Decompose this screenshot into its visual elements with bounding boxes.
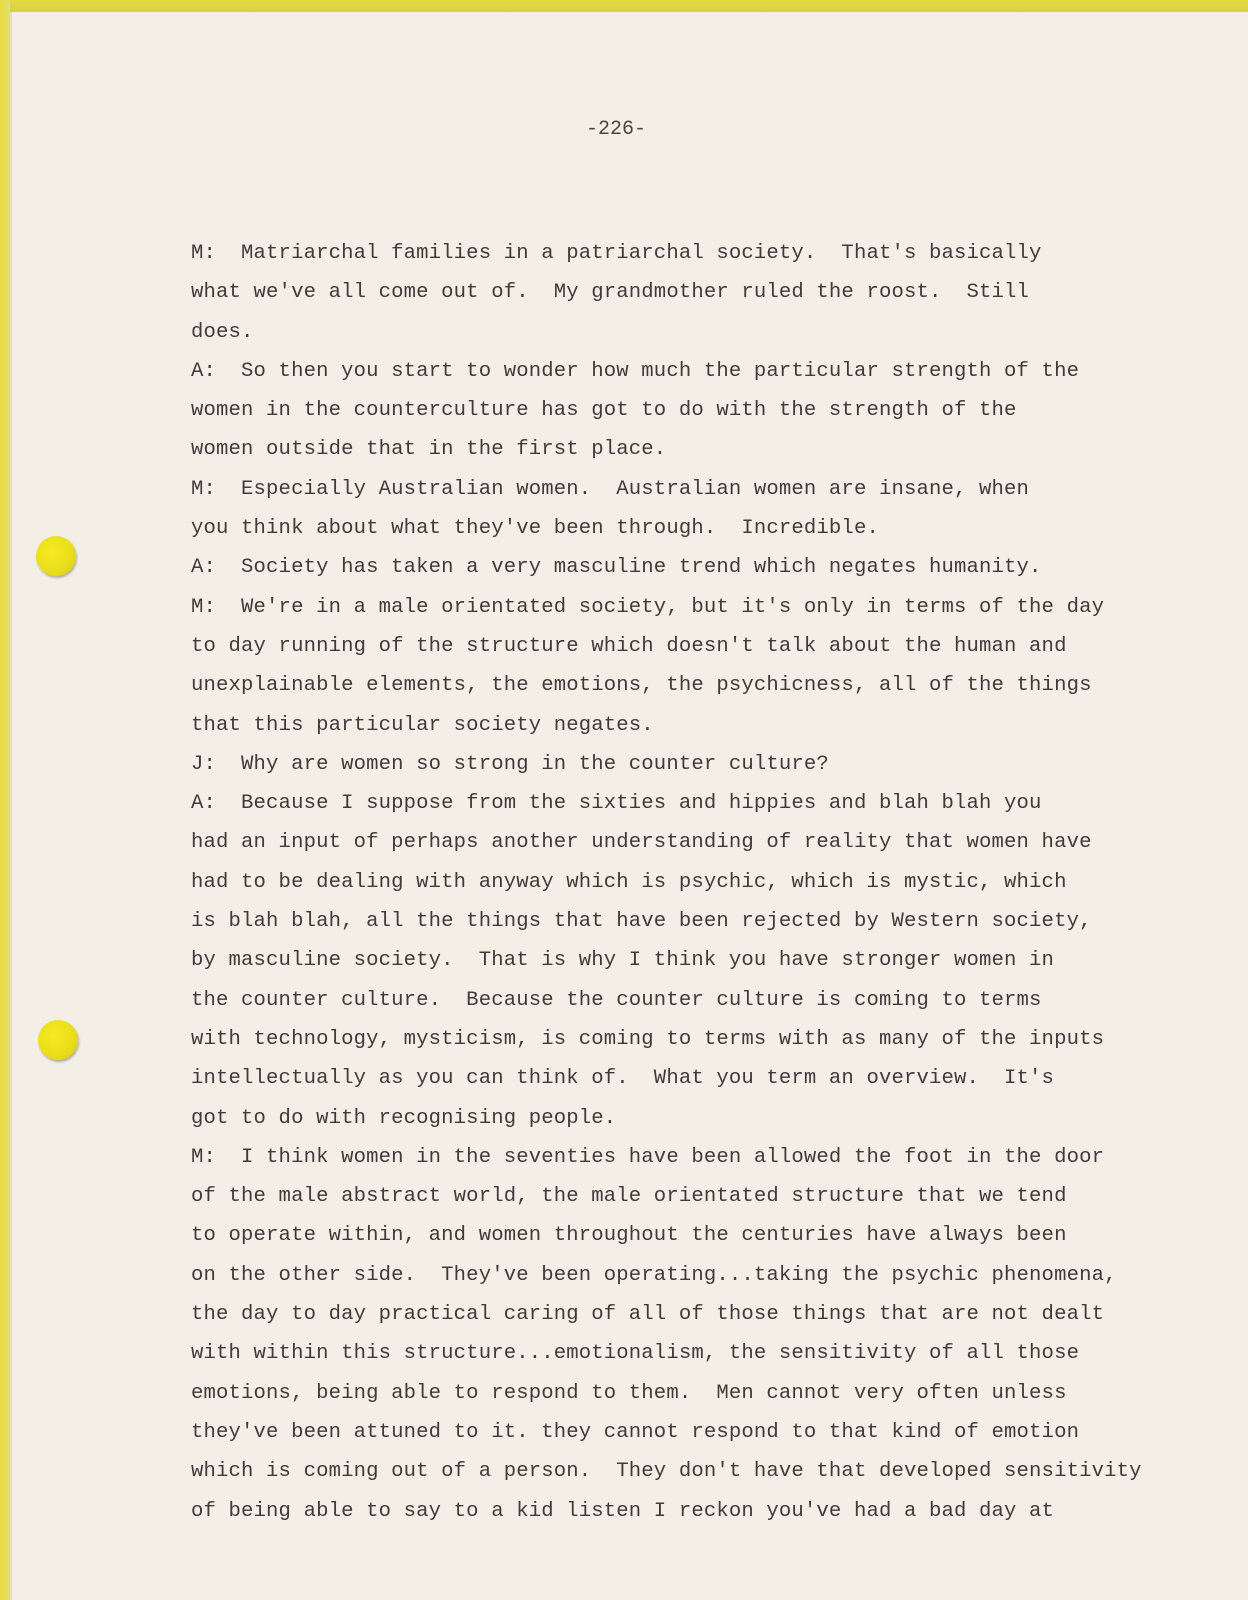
text-line: what we've all come out of. My grandmother ruled the roost. Still bbox=[191, 281, 1030, 305]
binder-edge-top bbox=[0, 0, 1248, 12]
text-line: to day running of the structure which doesn't talk about the human and bbox=[191, 634, 1067, 658]
binder-hole-bottom bbox=[38, 1020, 78, 1060]
text-line: got to do with recognising people. bbox=[191, 1106, 617, 1130]
text-line: does. bbox=[191, 320, 254, 344]
text-line: on the other side. They've been operating...taking the psychic phenomena, bbox=[191, 1263, 1117, 1287]
binder-hole-top bbox=[36, 536, 76, 576]
transcript-body bbox=[191, 234, 1201, 1531]
text-line: the counter culture. Because the counter culture is coming to terms bbox=[191, 988, 1042, 1012]
text-line: which is coming out of a person. They don't have that developed sensitivity bbox=[191, 1460, 1142, 1484]
text-line: the day to day practical caring of all of those things that are not dealt bbox=[191, 1303, 1105, 1327]
text-line: unexplainable elements, the emotions, the psychicness, all of the things bbox=[191, 674, 1092, 698]
text-line: of being able to say to a kid listen I reckon you've had a bad day at bbox=[191, 1499, 1055, 1523]
typed-page bbox=[10, 12, 1248, 1600]
text-line: is blah blah, all the things that have been rejected by Western society, bbox=[191, 910, 1092, 934]
text-line: you think about what they've been through. Incredible. bbox=[191, 517, 879, 541]
text-line: M: We're in a male orientated society, but it's only in terms of the day bbox=[191, 595, 1105, 619]
text-line: M: I think women in the seventies have been allowed the foot in the door bbox=[191, 1145, 1105, 1169]
text-line: of the male abstract world, the male orientated structure that we tend bbox=[191, 1185, 1067, 1209]
text-line: with technology, mysticism, is coming to terms with as many of the inputs bbox=[191, 1027, 1105, 1051]
text-line: to operate within, and women throughout the centuries have always been bbox=[191, 1224, 1067, 1248]
binder-edge-left bbox=[0, 0, 10, 1600]
text-line: J: Why are women so strong in the counter culture? bbox=[191, 752, 829, 776]
text-line: emotions, being able to respond to them. Men cannot very often unless bbox=[191, 1381, 1067, 1405]
text-line: by masculine society. That is why I think you have stronger women in bbox=[191, 949, 1055, 973]
text-line: intellectually as you can think of. What you term an overview. It's bbox=[191, 1067, 1055, 1091]
text-line: A: Because I suppose from the sixties and hippies and blah blah you bbox=[191, 792, 1042, 816]
text-line: women in the counterculture has got to do with the strength of the bbox=[191, 399, 1017, 423]
text-line: A: Society has taken a very masculine trend which negates humanity. bbox=[191, 556, 1042, 580]
text-line: with within this structure...emotionalism, the sensitivity of all those bbox=[191, 1342, 1080, 1366]
text-line: M: Especially Australian women. Australian women are insane, when bbox=[191, 477, 1030, 501]
text-line: women outside that in the first place. bbox=[191, 438, 667, 462]
text-line: that this particular society negates. bbox=[191, 713, 654, 737]
text-line: they've been attuned to it. they cannot respond to that kind of emotion bbox=[191, 1420, 1080, 1444]
text-line: A: So then you start to wonder how much the particular strength of the bbox=[191, 359, 1080, 383]
text-line: had an input of perhaps another understanding of reality that women have bbox=[191, 831, 1092, 855]
page-number: -226- bbox=[585, 118, 646, 141]
text-line: had to be dealing with anyway which is psychic, which is mystic, which bbox=[191, 870, 1067, 894]
text-line: M: Matriarchal families in a patriarchal society. That's basically bbox=[191, 242, 1042, 265]
